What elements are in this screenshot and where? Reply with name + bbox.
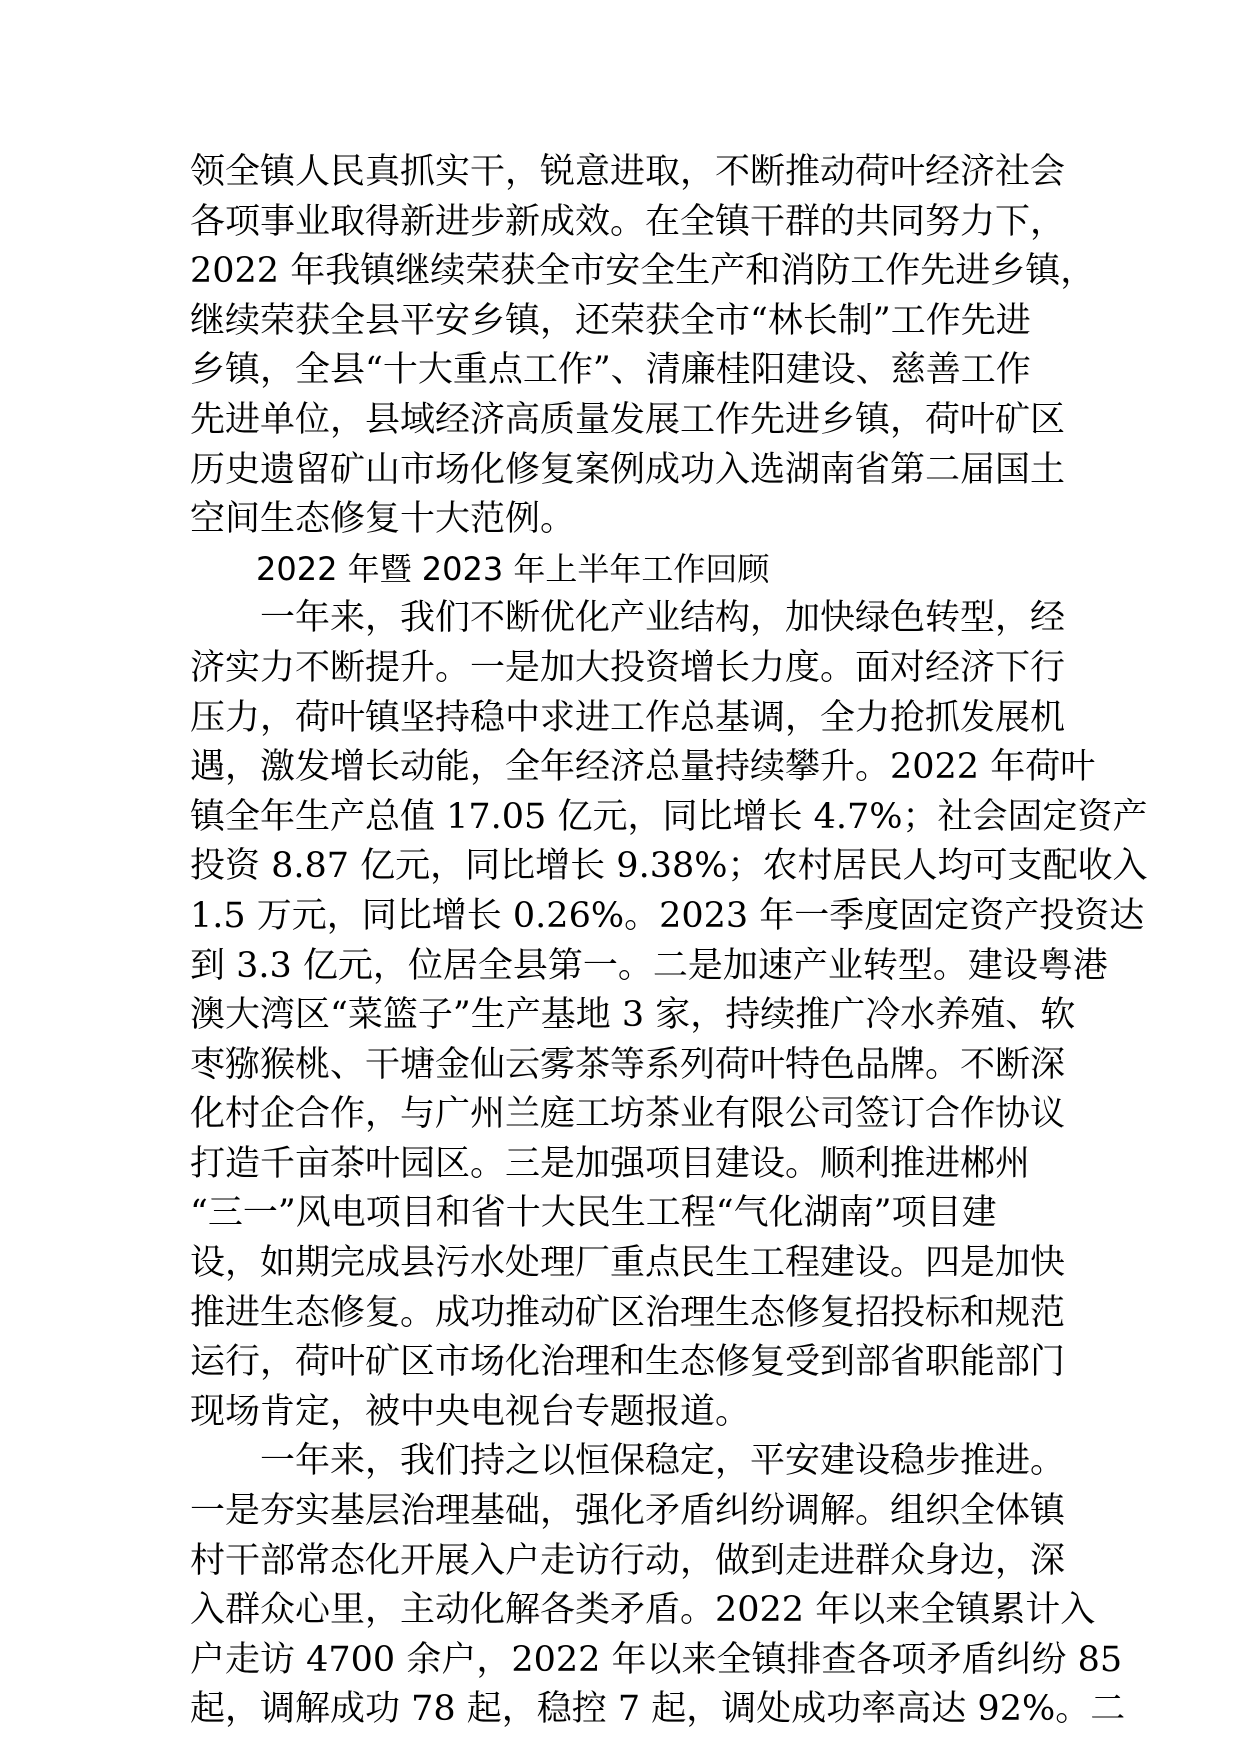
text-line: 先进单位，县域经济高质量发展工作先进乡镇，荷叶矿区 (190, 399, 1066, 440)
text-line: 现场肯定，被中央电视台专题报道。 (190, 1391, 751, 1432)
text-line: 到 3.3 亿元，位居全县第一。二是加速产业转型。建设粤港 (190, 945, 1108, 986)
text-line: 打造千亩茶叶园区。三是加强项目建设。顺利推进郴州 (190, 1143, 1031, 1184)
text-line: 镇全年生产总值 17.05 亿元，同比增长 4.7%；社会固定资产 (190, 796, 1148, 837)
text-line: 乡镇，全县“十大重点工作”、清廉桂阳建设、慈善工作 (190, 350, 1031, 391)
text-line: 投资 8.87 亿元，同比增长 9.38%；农村居民人均可支配收入 (190, 846, 1148, 887)
text-line: 1.5 万元，同比增长 0.26%。2023 年一季度固定资产投资达 (190, 895, 1145, 936)
paragraph-economy (190, 594, 1148, 1437)
intro-paragraph (190, 148, 1096, 545)
text-line: 一是夯实基层治理基础，强化矛盾纠纷调解。组织全体镇 (190, 1491, 1066, 1532)
text-line: 户走访 4700 余户，2022 年以来全镇排查各项矛盾纠纷 85 (190, 1639, 1123, 1680)
text-line: 各项事业取得新进步新成效。在全镇干群的共同努力下， (190, 201, 1066, 242)
text-line: 澳大湾区“菜篮子”生产基地 3 家，持续推广冷水养殖、软 (190, 995, 1076, 1036)
text-line: 遇，激发增长动能，全年经济总量持续攀升。2022 年荷叶 (190, 747, 1096, 788)
text-line: 一年来，我们持之以恒保稳定，平安建设稳步推进。 (260, 1441, 1066, 1482)
text-line: 入群众心里，主动化解各类矛盾。2022 年以来全镇累计入 (190, 1590, 1096, 1631)
text-line: 继续荣获全县平安乡镇，还荣获全市“林长制”工作先进 (190, 300, 1031, 341)
text-line: 压力，荷叶镇坚持稳中求进工作总基调，全力抢抓发展机 (190, 697, 1066, 738)
document-body (190, 148, 1148, 1735)
text-line: 空间生态修复十大范例。 (190, 499, 576, 540)
text-line: 运行，荷叶矿区市场化治理和生态修复受到部省职能部门 (190, 1342, 1066, 1383)
section-heading: 2022 年暨 2023 年上半年工作回顾 (256, 549, 770, 588)
text-line: 历史遗留矿山市场化修复案例成功入选湖南省第二届国土 (190, 449, 1066, 490)
text-line: 推进生态修复。成功推动矿区治理生态修复招投标和规范 (190, 1292, 1066, 1333)
text-line: “三一”风电项目和省十大民生工程“气化湖南”项目建 (190, 1193, 997, 1234)
text-line: 枣猕猴桃、干塘金仙云雾茶等系列荷叶特色品牌。不断深 (190, 1044, 1066, 1085)
paragraph-stability (190, 1437, 1126, 1735)
text-line: 起，调解成功 78 起，稳控 7 起，调处成功率高达 92%。二 (190, 1689, 1126, 1730)
text-line: 2022 年我镇继续荣获全市安全生产和消防工作先进乡镇， (190, 251, 1096, 292)
text-line: 村干部常态化开展入户走访行动，做到走进群众身边，深 (190, 1540, 1066, 1581)
text-line: 设，如期完成县污水处理厂重点民生工程建设。四是加快 (190, 1243, 1066, 1284)
text-line: 领全镇人民真抓实干，锐意进取，不断推动荷叶经济社会 (190, 152, 1066, 192)
text-line: 化村企合作，与广州兰庭工坊茶业有限公司签订合作协议 (190, 1094, 1066, 1135)
text-line: 一年来，我们不断优化产业结构，加快绿色转型，经 (260, 598, 1066, 639)
text-line: 济实力不断提升。一是加大投资增长力度。面对经济下行 (190, 647, 1066, 688)
